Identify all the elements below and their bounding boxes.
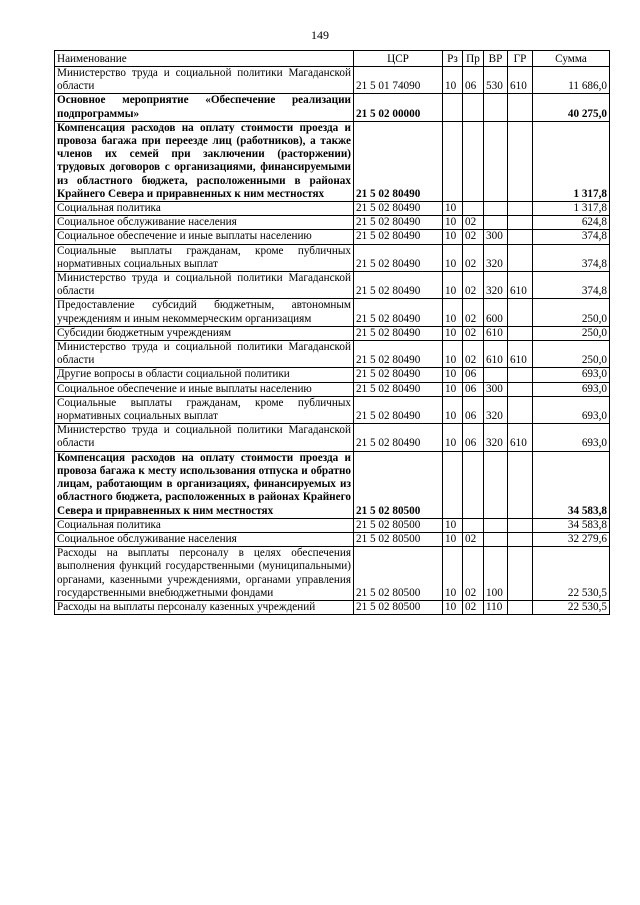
cell-rz: 10 bbox=[443, 244, 463, 271]
cell-gr: 610 bbox=[508, 341, 533, 368]
cell-name: Предоставление субсидий бюджетным, автономным учреждениям и иным некоммерческим организациям bbox=[55, 299, 354, 326]
cell-sum: 32 279,6 bbox=[533, 532, 610, 546]
header-vr: ВР bbox=[484, 51, 508, 67]
cell-sum: 22 530,5 bbox=[533, 547, 610, 601]
cell-rz bbox=[443, 451, 463, 518]
cell-sum: 374,8 bbox=[533, 244, 610, 271]
cell-name: Министерство труда и социальной политики Магаданской области bbox=[55, 341, 354, 368]
cell-pr: 06 bbox=[463, 396, 484, 423]
cell-rz: 10 bbox=[443, 396, 463, 423]
cell-csr: 21 5 01 74090 bbox=[354, 67, 443, 94]
table-row bbox=[55, 451, 610, 518]
cell-sum: 40 275,0 bbox=[533, 94, 610, 121]
cell-csr: 21 5 02 80490 bbox=[354, 368, 443, 382]
cell-pr: 06 bbox=[463, 67, 484, 94]
table-row bbox=[55, 396, 610, 423]
cell-rz: 10 bbox=[443, 368, 463, 382]
cell-gr bbox=[508, 396, 533, 423]
cell-gr bbox=[508, 547, 533, 601]
cell-rz: 10 bbox=[443, 230, 463, 244]
cell-csr: 21 5 02 80500 bbox=[354, 451, 443, 518]
cell-vr: 320 bbox=[484, 424, 508, 451]
table-row bbox=[55, 202, 610, 216]
cell-pr: 02 bbox=[463, 600, 484, 614]
cell-name: Социальное обслуживание населения bbox=[55, 216, 354, 230]
cell-pr: 02 bbox=[463, 341, 484, 368]
cell-vr: 530 bbox=[484, 67, 508, 94]
cell-vr: 600 bbox=[484, 299, 508, 326]
cell-name: Основное мероприятие «Обеспечение реализации подпрограммы» bbox=[55, 94, 354, 121]
cell-sum: 374,8 bbox=[533, 272, 610, 299]
cell-rz: 10 bbox=[443, 299, 463, 326]
cell-csr: 21 5 02 80490 bbox=[354, 341, 443, 368]
cell-vr: 320 bbox=[484, 244, 508, 271]
cell-name: Министерство труда и социальной политики Магаданской области bbox=[55, 67, 354, 94]
cell-name: Расходы на выплаты персоналу в целях обеспечения выполнения функций государственными (муниципальными) органами, казенными учреждениями, органами управления государственными внебюджетными фондами bbox=[55, 547, 354, 601]
cell-sum: 250,0 bbox=[533, 341, 610, 368]
cell-gr: 610 bbox=[508, 67, 533, 94]
cell-csr: 21 5 02 00000 bbox=[354, 94, 443, 121]
cell-name: Социальное обеспечение и иные выплаты населению bbox=[55, 382, 354, 396]
cell-sum: 374,8 bbox=[533, 230, 610, 244]
cell-csr: 21 5 02 80500 bbox=[354, 532, 443, 546]
cell-name: Расходы на выплаты персоналу казенных учреждений bbox=[55, 600, 354, 614]
cell-sum: 693,0 bbox=[533, 424, 610, 451]
table-row bbox=[55, 94, 610, 121]
cell-gr bbox=[508, 532, 533, 546]
table-row bbox=[55, 230, 610, 244]
cell-pr: 02 bbox=[463, 272, 484, 299]
cell-name: Социальные выплаты гражданам, кроме публичных нормативных социальных выплат bbox=[55, 244, 354, 271]
table-row bbox=[55, 272, 610, 299]
cell-csr: 21 5 02 80490 bbox=[354, 326, 443, 340]
cell-gr bbox=[508, 518, 533, 532]
table-row bbox=[55, 326, 610, 340]
cell-gr bbox=[508, 230, 533, 244]
cell-pr: 02 bbox=[463, 299, 484, 326]
cell-pr bbox=[463, 518, 484, 532]
table-row bbox=[55, 382, 610, 396]
cell-name: Субсидии бюджетным учреждениям bbox=[55, 326, 354, 340]
table-header-row bbox=[55, 51, 610, 67]
cell-pr: 02 bbox=[463, 244, 484, 271]
cell-vr bbox=[484, 532, 508, 546]
cell-gr bbox=[508, 121, 533, 201]
cell-vr bbox=[484, 451, 508, 518]
cell-gr: 610 bbox=[508, 424, 533, 451]
table-row bbox=[55, 121, 610, 201]
cell-csr: 21 5 02 80490 bbox=[354, 244, 443, 271]
cell-pr: 02 bbox=[463, 230, 484, 244]
cell-sum: 1 317,8 bbox=[533, 121, 610, 201]
cell-name: Социальные выплаты гражданам, кроме публичных нормативных социальных выплат bbox=[55, 396, 354, 423]
table-row bbox=[55, 532, 610, 546]
cell-sum: 34 583,8 bbox=[533, 451, 610, 518]
cell-csr: 21 5 02 80500 bbox=[354, 600, 443, 614]
cell-sum: 250,0 bbox=[533, 299, 610, 326]
cell-name: Министерство труда и социальной политики Магаданской области bbox=[55, 272, 354, 299]
cell-rz: 10 bbox=[443, 532, 463, 546]
cell-name: Другие вопросы в области социальной политики bbox=[55, 368, 354, 382]
cell-sum: 693,0 bbox=[533, 382, 610, 396]
cell-vr bbox=[484, 518, 508, 532]
cell-rz: 10 bbox=[443, 518, 463, 532]
cell-vr: 610 bbox=[484, 341, 508, 368]
cell-gr: 610 bbox=[508, 272, 533, 299]
cell-csr: 21 5 02 80490 bbox=[354, 396, 443, 423]
cell-vr: 610 bbox=[484, 326, 508, 340]
cell-csr: 21 5 02 80490 bbox=[354, 216, 443, 230]
header-gr: ГР bbox=[508, 51, 533, 67]
cell-rz: 10 bbox=[443, 424, 463, 451]
cell-sum: 624,8 bbox=[533, 216, 610, 230]
cell-rz bbox=[443, 121, 463, 201]
cell-pr: 02 bbox=[463, 547, 484, 601]
cell-pr: 02 bbox=[463, 326, 484, 340]
table-row bbox=[55, 216, 610, 230]
table-body bbox=[55, 67, 610, 615]
cell-gr bbox=[508, 368, 533, 382]
budget-table bbox=[54, 50, 610, 615]
cell-pr: 02 bbox=[463, 216, 484, 230]
page-number: 149 bbox=[311, 28, 329, 42]
table-row bbox=[55, 299, 610, 326]
cell-rz: 10 bbox=[443, 547, 463, 601]
cell-csr: 21 5 02 80490 bbox=[354, 230, 443, 244]
cell-gr bbox=[508, 600, 533, 614]
cell-vr: 320 bbox=[484, 272, 508, 299]
cell-csr: 21 5 02 80490 bbox=[354, 382, 443, 396]
table-row bbox=[55, 67, 610, 94]
cell-vr bbox=[484, 94, 508, 121]
cell-sum: 34 583,8 bbox=[533, 518, 610, 532]
header-rz: Рз bbox=[443, 51, 463, 67]
header-pr: Пр bbox=[463, 51, 484, 67]
cell-gr bbox=[508, 299, 533, 326]
cell-rz: 10 bbox=[443, 326, 463, 340]
cell-gr bbox=[508, 451, 533, 518]
cell-vr: 300 bbox=[484, 230, 508, 244]
cell-gr bbox=[508, 382, 533, 396]
cell-csr: 21 5 02 80490 bbox=[354, 424, 443, 451]
cell-gr bbox=[508, 202, 533, 216]
cell-sum: 693,0 bbox=[533, 396, 610, 423]
cell-sum: 693,0 bbox=[533, 368, 610, 382]
cell-csr: 21 5 02 80490 bbox=[354, 299, 443, 326]
cell-rz: 10 bbox=[443, 382, 463, 396]
cell-csr: 21 5 02 80490 bbox=[354, 272, 443, 299]
cell-name: Социальная политика bbox=[55, 518, 354, 532]
cell-vr: 100 bbox=[484, 547, 508, 601]
cell-name: Компенсация расходов на оплату стоимости проезда и провоза багажа к месту использования отпуска и обратно лицам, работающим в организациях, финансируемых из областного бюджета, расположенных в районах Крайнего Севера и приравненных к ним местностях bbox=[55, 451, 354, 518]
cell-vr bbox=[484, 121, 508, 201]
table-row bbox=[55, 424, 610, 451]
cell-vr bbox=[484, 368, 508, 382]
table-row bbox=[55, 600, 610, 614]
cell-gr bbox=[508, 326, 533, 340]
header-sum: Сумма bbox=[533, 51, 610, 67]
cell-gr bbox=[508, 216, 533, 230]
cell-gr bbox=[508, 244, 533, 271]
cell-pr: 02 bbox=[463, 532, 484, 546]
cell-name: Социальное обслуживание населения bbox=[55, 532, 354, 546]
cell-sum: 1 317,8 bbox=[533, 202, 610, 216]
cell-rz: 10 bbox=[443, 67, 463, 94]
header-name: Наименование bbox=[55, 51, 354, 67]
cell-vr: 300 bbox=[484, 382, 508, 396]
cell-pr bbox=[463, 94, 484, 121]
cell-vr: 320 bbox=[484, 396, 508, 423]
table-row bbox=[55, 518, 610, 532]
table-row bbox=[55, 244, 610, 271]
cell-pr: 06 bbox=[463, 368, 484, 382]
cell-gr bbox=[508, 94, 533, 121]
cell-pr: 06 bbox=[463, 382, 484, 396]
cell-name: Компенсация расходов на оплату стоимости проезда и провоза багажа при переезде лиц (работников), а также членов их семей при заключении (расторжении) трудовых договоров с организациями, финансируемыми из областного бюджета, расположенными в районах Крайнего Севера и приравненных к ним местностях bbox=[55, 121, 354, 201]
table-row bbox=[55, 341, 610, 368]
cell-sum: 11 686,0 bbox=[533, 67, 610, 94]
cell-vr: 110 bbox=[484, 600, 508, 614]
cell-rz: 10 bbox=[443, 202, 463, 216]
cell-rz bbox=[443, 94, 463, 121]
cell-pr: 06 bbox=[463, 424, 484, 451]
cell-vr bbox=[484, 202, 508, 216]
cell-csr: 21 5 02 80490 bbox=[354, 121, 443, 201]
cell-csr: 21 5 02 80490 bbox=[354, 202, 443, 216]
cell-rz: 10 bbox=[443, 341, 463, 368]
table-row bbox=[55, 547, 610, 601]
cell-rz: 10 bbox=[443, 600, 463, 614]
cell-rz: 10 bbox=[443, 272, 463, 299]
cell-pr bbox=[463, 121, 484, 201]
cell-sum: 250,0 bbox=[533, 326, 610, 340]
cell-pr bbox=[463, 451, 484, 518]
cell-name: Министерство труда и социальной политики Магаданской области bbox=[55, 424, 354, 451]
cell-sum: 22 530,5 bbox=[533, 600, 610, 614]
cell-name: Социальная политика bbox=[55, 202, 354, 216]
cell-csr: 21 5 02 80500 bbox=[354, 518, 443, 532]
header-csr: ЦСР bbox=[354, 51, 443, 67]
cell-name: Социальное обеспечение и иные выплаты населению bbox=[55, 230, 354, 244]
cell-rz: 10 bbox=[443, 216, 463, 230]
cell-csr: 21 5 02 80500 bbox=[354, 547, 443, 601]
cell-vr bbox=[484, 216, 508, 230]
table-row bbox=[55, 368, 610, 382]
cell-pr bbox=[463, 202, 484, 216]
